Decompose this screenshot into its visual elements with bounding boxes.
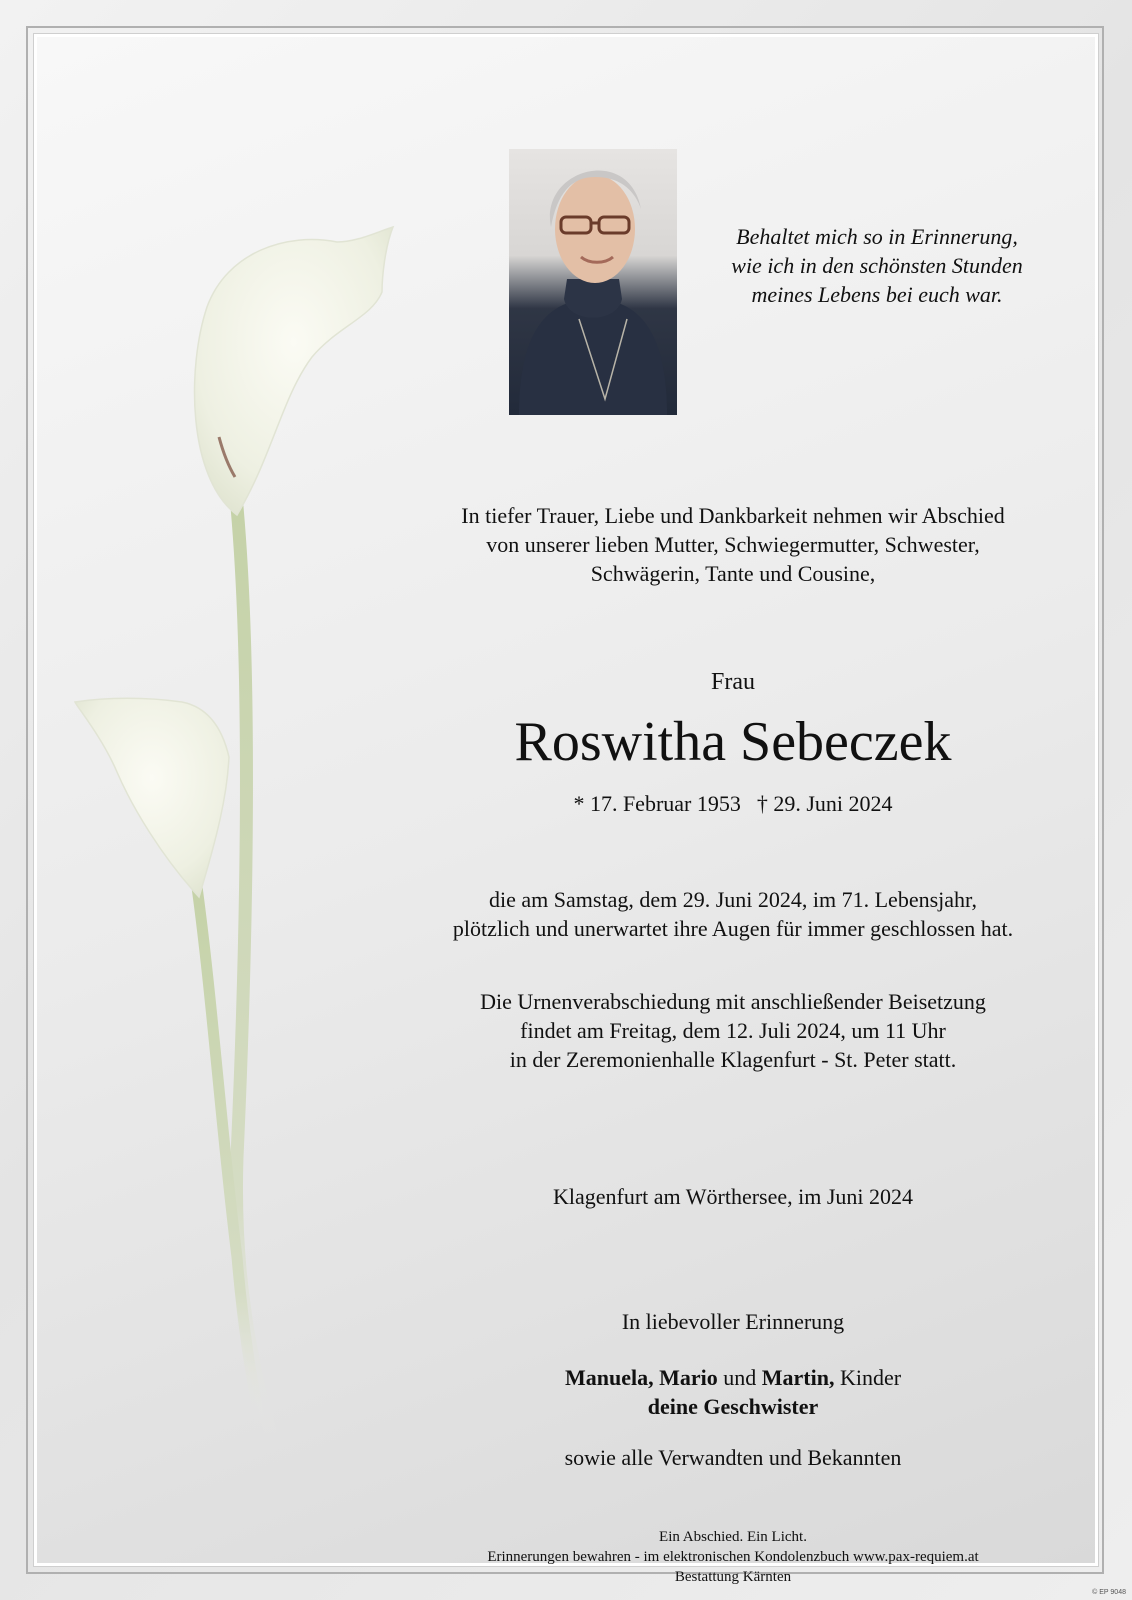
portrait-illustration — [509, 149, 677, 415]
funeral-line: Die Urnenverabschiedung mit anschließender Beisetzung — [480, 989, 986, 1014]
intro-line: von unserer lieben Mutter, Schwiegermutter, Schwester, — [486, 532, 980, 557]
siblings-line — [397, 1392, 1069, 1421]
footer — [397, 1527, 1069, 1587]
portrait-photo — [509, 149, 677, 415]
footer-line: Erinnerungen bewahren - im elektronischen Kondolenzbuch www.pax-requiem.at — [487, 1549, 979, 1565]
death-announcement — [397, 885, 1069, 943]
relation-label: Kinder — [839, 1365, 902, 1390]
quote-line: Behaltet mich so in Erinnerung, — [736, 224, 1018, 249]
relatives-line: sowie alle Verwandten und Bekannten — [564, 1445, 902, 1470]
intro-line: In tiefer Trauer, Liebe und Dankbarkeit nehmen wir Abschied — [461, 503, 1005, 528]
funeral-line: findet am Freitag, dem 12. Juli 2024, um 11 Uhr — [520, 1018, 946, 1043]
siblings: deine Geschwister — [647, 1394, 819, 1419]
intro-line: Schwägerin, Tante und Cousine, — [590, 561, 876, 586]
memory-heading: In liebevoller Erinnerung — [621, 1309, 845, 1334]
life-dates — [397, 789, 1069, 819]
death-line: plötzlich und unerwartet ihre Augen für immer geschlossen hat. — [452, 916, 1014, 941]
mourners — [397, 1363, 1069, 1421]
footer-line: Ein Abschied. Ein Licht. — [659, 1529, 807, 1545]
quote-line: wie ich in den schönsten Stunden — [731, 253, 1023, 278]
mourner-name: Manuela, — [564, 1365, 654, 1390]
salutation: Frau — [711, 669, 755, 695]
deceased-name: Roswitha Sebeczek — [514, 711, 952, 773]
obituary-card — [34, 34, 1098, 1585]
children-line — [397, 1363, 1069, 1392]
funeral-line: in der Zeremonienhalle Klagenfurt - St. Peter statt. — [509, 1047, 957, 1072]
death-date: † 29. Juni 2024 — [756, 791, 893, 816]
template-code: © EP 9048 — [1092, 1589, 1126, 1596]
footer-line: Bestattung Kärnten — [674, 1569, 792, 1585]
birth-date: * 17. Februar 1953 — [573, 791, 741, 816]
mourner-name: Martin, — [761, 1365, 835, 1390]
mourner-name: Mario — [659, 1365, 718, 1390]
conjunction: und — [723, 1365, 757, 1390]
death-line: die am Samstag, dem 29. Juni 2024, im 71. Lebensjahr, — [489, 887, 977, 912]
intro-text — [397, 501, 1069, 588]
place-and-date: Klagenfurt am Wörthersee, im Juni 2024 — [552, 1184, 914, 1209]
memorial-quote — [697, 222, 1057, 309]
quote-line: meines Lebens bei euch war. — [751, 282, 1003, 307]
funeral-details — [397, 987, 1069, 1074]
